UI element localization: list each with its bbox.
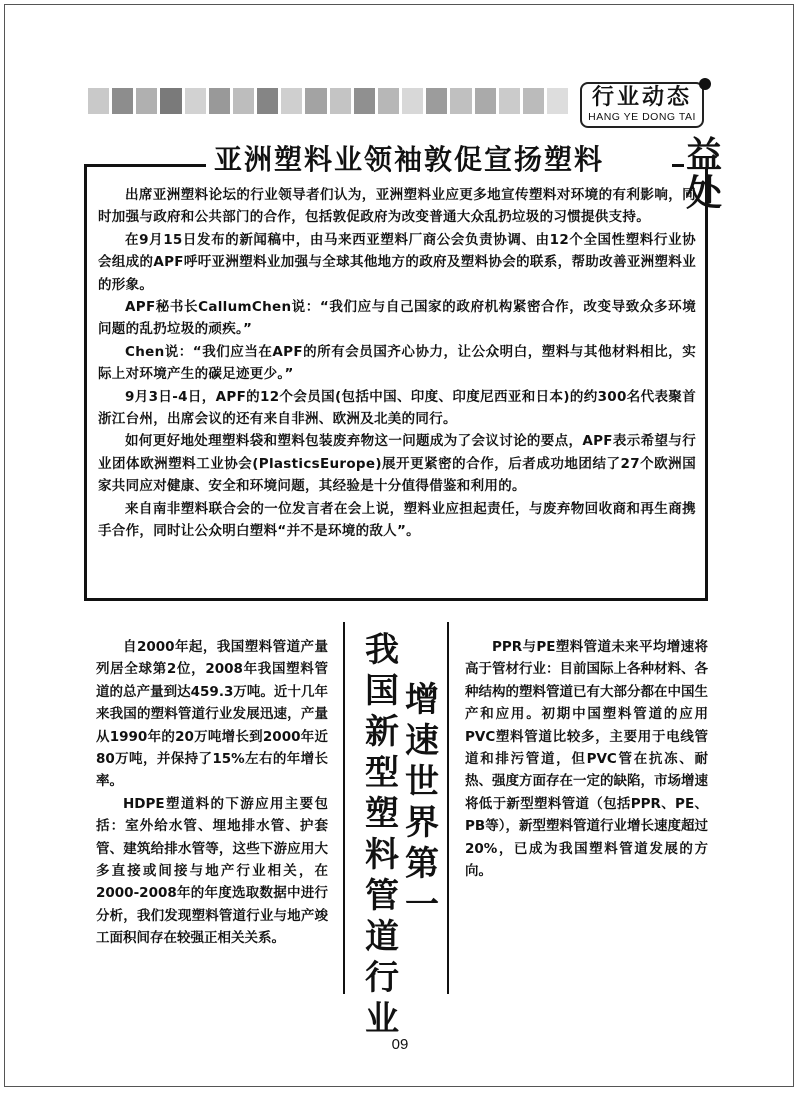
title-char: 速: [405, 721, 439, 761]
right-paragraph: PPR与PE塑料管道未来平均增速将高于管材行业：目前国际上各种材料、各种结构的塑料管道已有大部分都在中国生产和应用。初期中国塑料管道的应用PVC塑料管道比较多，主要用于电线管道和排污管道，但PVC管在抗冻、耐热、强度方面存在一定的缺陷，市场增速将低于新型塑料管道（包括PPR、PE、PB等），新型塑料管道行业增长速度超过20%，已成为我国塑料管道发展的方向。: [465, 639, 708, 880]
mosaic-block: [257, 88, 278, 114]
article-paragraph: 在9月15日发布的新闻稿中，由马来西亚塑料厂商公会负责协调、由12个全国性塑料行业协会组成的APF呼吁亚洲塑料业加强与全球其他地方的政府及塑料协会的联系，帮助改善亚洲塑料业的形象。: [98, 231, 696, 293]
left-column-divider: [343, 622, 345, 994]
title-char: 新: [365, 712, 399, 752]
mosaic-block: [475, 88, 496, 114]
mosaic-block: [233, 88, 254, 114]
mosaic-block: [402, 88, 423, 114]
mosaic-block: [499, 88, 520, 114]
vertical-title-line-2: [400, 680, 444, 926]
article-paragraph: Chen说：“我们应当在APF的所有会员国齐心协力，让公众明白，塑料与其他材料相比，实际上对环境产生的碳足迹更少。”: [98, 343, 696, 383]
section-pinyin: HANG YE DONG TAI: [588, 111, 696, 123]
title-char: 管: [365, 876, 399, 916]
title-char: 我: [365, 630, 399, 670]
mosaic-block: [112, 88, 133, 114]
pixelated-header-banner: [88, 88, 568, 114]
section-title: 行业动态: [591, 85, 692, 110]
page-number: 09: [391, 1036, 409, 1053]
mosaic-block: [378, 88, 399, 114]
article-paragraph: APF秘书长CallumChen说：“我们应与自己国家的政府机构紧密合作，改变导致众多环境问题的乱扔垃圾的顽疾。”: [98, 299, 696, 338]
title-char: 增: [405, 680, 439, 720]
title-char: 塑: [365, 794, 399, 834]
mosaic-block: [450, 88, 471, 114]
title-char: 型: [365, 753, 399, 793]
title-char: 行: [365, 958, 399, 998]
article-paragraph: 9月3日-4日，APF的12个会员国(包括中国、印度、印度尼西亚和日本)的约300名代表聚首浙江台州，出席会议的还有来自非洲、欧洲及北美的同行。: [98, 388, 696, 428]
section-badge: [580, 82, 704, 128]
headline-side-char-1: 益: [686, 135, 723, 176]
mosaic-block: [426, 88, 447, 114]
headline-side-char-2: 处: [686, 173, 723, 214]
article-headline: 亚洲塑料业领袖敦促宣扬塑料: [214, 143, 605, 176]
title-char: 料: [365, 835, 399, 875]
title-char: 第: [405, 844, 439, 884]
article-paragraph: 出席亚洲塑料论坛的行业领导者们认为，亚洲塑料业应更多地宣传塑料对环境的有利影响，同时加强与政府和公共部门的合作，包括敦促政府为改变普通大众乱扔垃圾的习惯提供支持。: [98, 187, 696, 226]
right-column-divider: [447, 622, 449, 994]
article-paragraph: 来自南非塑料联合会的一位发言者在会上说，塑料业应担起责任，与废弃物回收商和再生商携手合作，同时让公众明白塑料“并不是环境的敌人”。: [98, 500, 696, 540]
mosaic-block: [209, 88, 230, 114]
title-char: 世: [405, 762, 439, 802]
mosaic-block: [281, 88, 302, 114]
mosaic-block: [136, 88, 157, 114]
title-char: 界: [405, 803, 439, 843]
badge-dot-icon: [699, 78, 711, 90]
title-char: 国: [365, 671, 399, 711]
title-char: 业: [365, 999, 399, 1039]
left-paragraph: 自2000年起，我国塑料管道产量列居全球第2位，2008年我国塑料管道的总产量到达459.3万吨。近十几年来我国的塑料管道行业发展迅速，产量从1990年的20万吨增长到2000年近80万吨，并保持了15%左右的年增长率。: [96, 639, 328, 790]
title-char: 道: [365, 917, 399, 957]
mosaic-block: [185, 88, 206, 114]
article-paragraph: 如何更好地处理塑料袋和塑料包装废弃物这一问题成为了会议讨论的要点，APF表示希望与行业团体欧洲塑料工业协会(PlasticsEurope)展开更紧密的合作，后者成功地团结了27个欧洲国家共同应对健康、安全和环境问题，其经验是十分值得借鉴和利用的。: [98, 433, 696, 495]
mosaic-block: [160, 88, 181, 114]
mosaic-block: [305, 88, 326, 114]
mosaic-block: [330, 88, 351, 114]
left-column: [96, 636, 328, 950]
title-char: 一: [405, 885, 439, 925]
right-column: [465, 636, 708, 882]
mosaic-block: [523, 88, 544, 114]
left-paragraph: HDPE塑道料的下游应用主要包括：室外给水管、埋地排水管、护套管、建筑给排水管等，这些下游应用大多直接或间接与地产行业相关，在2000-2008年的年度选取数据中进行分析，我们发现塑料管道行业与地产竣工面积间存在较强正相关关系。: [96, 795, 328, 947]
mosaic-block: [354, 88, 375, 114]
mosaic-block: [88, 88, 109, 114]
mosaic-block: [547, 88, 568, 114]
vertical-title-line-1: [360, 630, 404, 1040]
article-body: [98, 184, 696, 543]
